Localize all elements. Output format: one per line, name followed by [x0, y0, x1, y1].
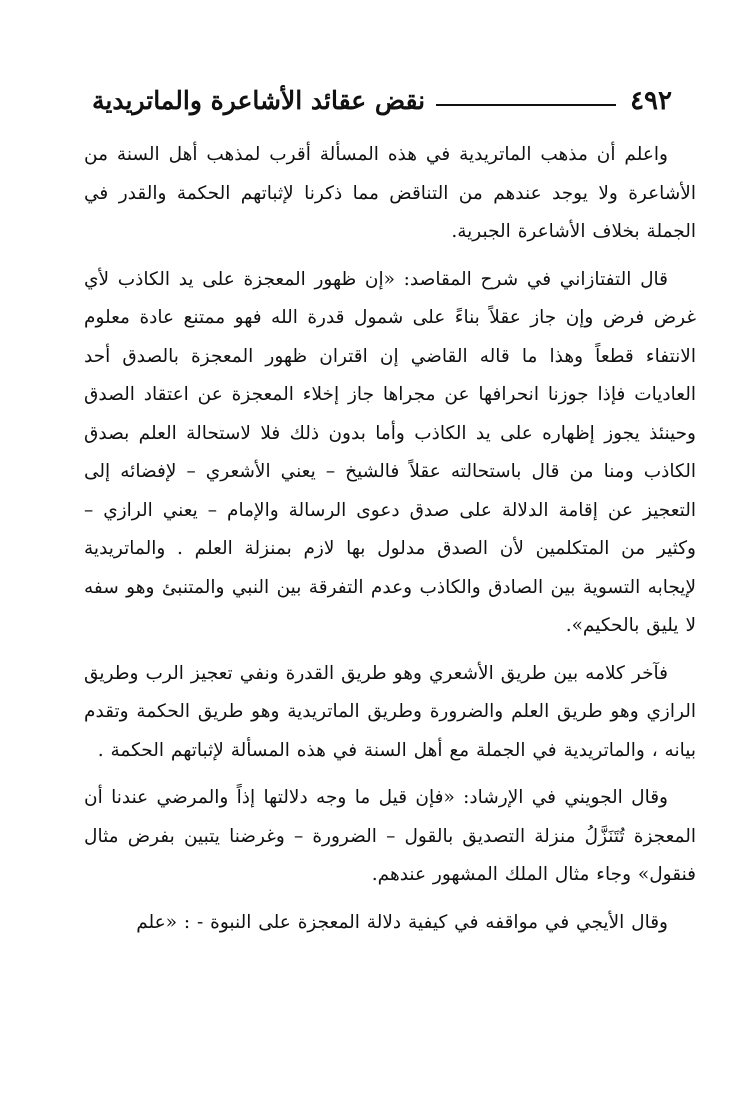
paragraph-maturidi-position: واعلم أن مذهب الماتريدية في هذه المسألة أقرب لمذهب أهل السنة من الأشاعرة ولا يوجد عندهم من التناقض مما ذكرنا لإثباتهم الحكمة والقدر في الجملة بخلاف الأشاعرة الجبرية.: [84, 144, 696, 242]
paragraph-juwayni-quote: وقال الجويني في الإرشاد: «فإن قيل ما وجه دلالتها إذاً والمرضي عندنا أن المعجزة تُتَنَزَّلُ منزلة التصديق بالقول – الضرورة – وغرضنا يتبين بفرض مثال فنقول» وجاء مثال الملك المشهور عندهم.: [84, 787, 696, 885]
paragraph-taftazani-quote: قال التفتازاني في شرح المقاصد: «إن ظهور المعجزة على يد الكاذب لأي غرض فرض وإن جاز عقلاً بناءً على شمول قدرة الله فهو ممتنع عادة معلوم الانتفاء قطعاً وهذا ما قاله القاضي إن اقتران ظهور المعجزة بالصدق أحد العاديات فإذا جوزنا انحرافها عن مجراها جاز إخلاء المعجزة عن اعتقاد الصدق وحينئذ يجوز إظهاره على يد الكاذب وأما بدون ذلك فلا لاستحالة العلم بصدق الكاذب ومنا من قال باستحالته عقلاً فالشيخ – يعني الأشعري – لإفضائه إلى التعجيز عن إقامة الدلالة على صدق دعوى الرسالة والإمام – يعني الرازي – وكثير من المتكلمين لأن الصدق مدلول بها لازم بمنزلة العلم . والماتريدية لإيجابه التسوية بين الصادق والكاذب وعدم التفرقة بين النبي والمتنبئ وهو سفه لا يليق بالحكيم».: [84, 268, 696, 636]
paragraph-iji-quote: وقال الأيجي في مواقفه في كيفية دلالة المعجزة على النبوة - : «علم: [136, 911, 668, 933]
running-title: نقض عقائد الأشاعرة والماتريدية: [92, 86, 426, 115]
paragraph-summary-of-ways: فآخر كلامه بين طريق الأشعري وهو طريق القدرة ونفي تعجيز الرب وطريق الرازي وهو طريق العلم والضرورة وطريق الماتريدية وهو طريق الحكمة وتقدم بيانه ، والماتريدية في الجملة مع أهل السنة في هذه المسألة لإثباتهم الحكمة .: [84, 662, 696, 761]
header-rule: [436, 104, 616, 106]
body-text: [84, 136, 696, 951]
page-number: ٤٩٢: [630, 86, 672, 116]
page-header: [92, 82, 672, 122]
